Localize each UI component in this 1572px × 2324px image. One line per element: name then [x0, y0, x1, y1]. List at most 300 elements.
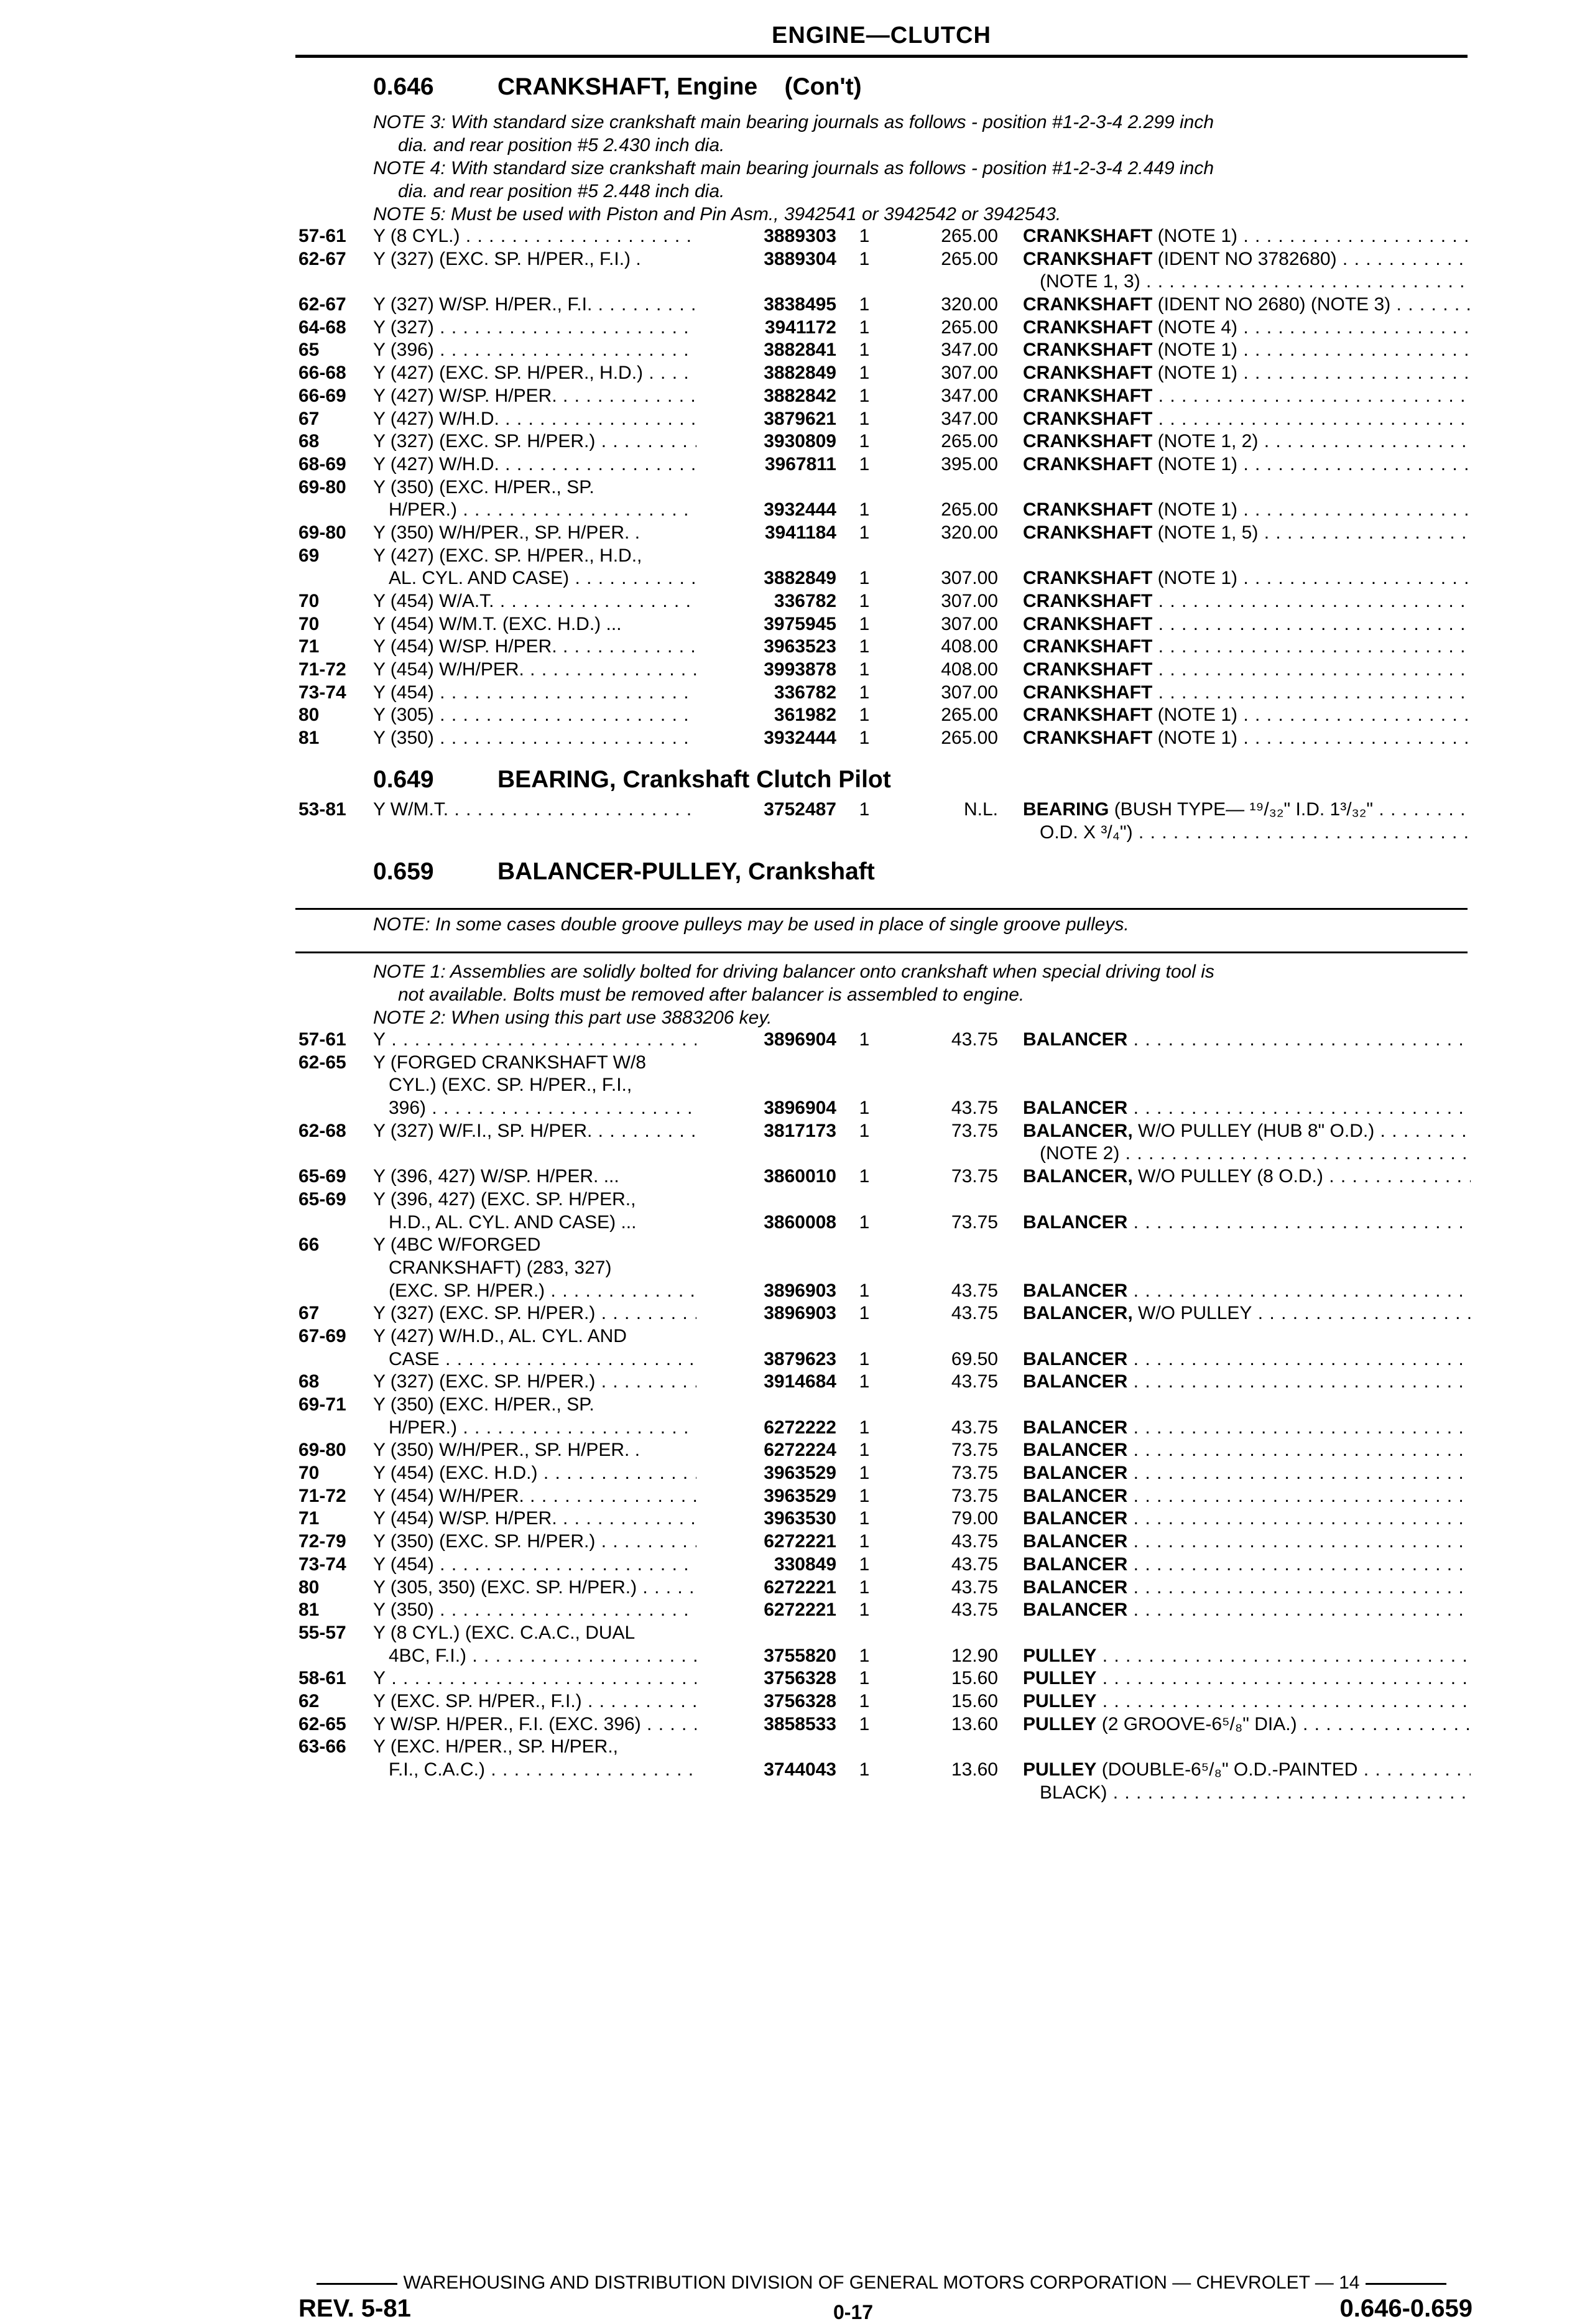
description	[1023, 682, 1471, 705]
part-number: 6272222	[764, 1417, 836, 1438]
table-row	[0, 522, 1572, 545]
model-years: 65-69	[298, 1188, 346, 1210]
application: Y (350) W/H/PER., SP. H/PER. .	[373, 1440, 640, 1461]
part-number: 3896903	[764, 1303, 836, 1324]
table-row	[0, 225, 1572, 248]
application: H.D., AL. CYL. AND CASE) ...	[389, 1211, 637, 1233]
part-note: (NOTE 1)	[1157, 728, 1238, 749]
part-name: CRANKSHAFT	[1023, 499, 1153, 521]
model-years: 57-61	[298, 1029, 346, 1050]
part-number: 3756328	[764, 1668, 836, 1689]
part-number: 3889304	[764, 248, 836, 269]
description	[1023, 1507, 1471, 1530]
application: (EXC. SP. H/PER.) . . .	[389, 1280, 696, 1303]
section-number: 0.659	[373, 858, 434, 885]
application: Y (427) (EXC. SP. H/PER., H.D.) . . .	[373, 362, 696, 385]
note-line: NOTE 5: Must be used with Piston and Pin Asm., 3942541 or 3942542 or 3942543.	[373, 204, 1061, 225]
table-row	[0, 1645, 1572, 1668]
model-years: 80	[298, 705, 320, 726]
quantity: 1	[859, 728, 870, 749]
model-years: 62-67	[298, 294, 346, 315]
quantity: 1	[859, 408, 870, 429]
price: 43.75	[951, 1576, 998, 1598]
part-name: BALANCER	[1023, 1576, 1128, 1598]
price: 307.00	[941, 363, 998, 384]
application: Y (427) W/H.D., AL. CYL. AND	[373, 1325, 627, 1346]
table-row	[0, 271, 1572, 294]
description	[1023, 1120, 1471, 1143]
table-row	[0, 1417, 1572, 1440]
quantity: 1	[859, 1485, 870, 1506]
table-row	[0, 1325, 1572, 1348]
part-name: PULLEY	[1023, 1645, 1097, 1666]
application: CRANKSHAFT) (283, 327)	[389, 1257, 612, 1278]
part-number: 3756328	[764, 1690, 836, 1711]
price: 408.00	[941, 659, 998, 680]
part-name: CRANKSHAFT	[1023, 636, 1153, 657]
price: 307.00	[941, 613, 998, 634]
part-note: (BUSH TYPE— ¹⁹/₃₂" I.D. 1³/₃₂"	[1114, 799, 1374, 820]
note-line: NOTE 2: When using this part use 3883206 key.	[373, 1007, 772, 1028]
description	[1023, 1348, 1471, 1371]
part-note: (NOTE 1)	[1157, 340, 1238, 361]
model-years: 72-79	[298, 1531, 346, 1552]
part-note: (IDENT NO 3782680)	[1157, 248, 1337, 269]
table-row	[0, 636, 1572, 659]
table-row	[0, 1097, 1572, 1120]
quantity: 1	[859, 1280, 870, 1301]
application: Y (427) W/H.D. . . .	[373, 453, 696, 476]
part-note: W/O PULLEY (HUB 8" O.D.)	[1138, 1120, 1375, 1141]
table-row	[0, 453, 1572, 476]
price: 79.00	[951, 1508, 998, 1529]
part-name: BALANCER	[1023, 1553, 1128, 1575]
model-years: 69-80	[298, 476, 346, 498]
crankshaft-notes	[373, 111, 1468, 226]
part-name: CRANKSHAFT	[1023, 363, 1153, 384]
model-years: 62	[298, 1690, 320, 1711]
application: Y (FORGED CRANKSHAFT W/8	[373, 1052, 646, 1073]
quantity: 1	[859, 248, 870, 269]
quantity: 1	[859, 1690, 870, 1711]
quantity: 1	[859, 1120, 870, 1141]
model-years: 66-68	[298, 363, 346, 384]
description	[1023, 1439, 1471, 1462]
description	[1023, 590, 1471, 613]
model-years: 62-65	[298, 1052, 346, 1073]
price: 43.75	[951, 1029, 998, 1050]
price: 43.75	[951, 1371, 998, 1392]
model-years: 62-65	[298, 1713, 346, 1734]
part-name: CRANKSHAFT	[1023, 613, 1153, 634]
table-row	[0, 1257, 1572, 1280]
revision-label: REV. 5-81	[298, 2295, 411, 2322]
part-number: 3858533	[764, 1713, 836, 1734]
description	[1023, 659, 1471, 682]
table-row	[0, 339, 1572, 362]
part-name: BALANCER	[1023, 1280, 1128, 1301]
table-row	[0, 248, 1572, 271]
price: 43.75	[951, 1098, 998, 1119]
model-years: 67	[298, 408, 320, 429]
part-number: 3932444	[764, 728, 836, 749]
part-name: CRANKSHAFT	[1023, 705, 1153, 726]
table-row	[0, 1507, 1572, 1530]
page-footer	[295, 2272, 1468, 2294]
description	[1023, 522, 1471, 545]
quantity: 1	[859, 226, 870, 246]
quantity: 1	[859, 1645, 870, 1666]
description	[1023, 1599, 1471, 1622]
price: 265.00	[941, 728, 998, 749]
table-row	[0, 1074, 1572, 1097]
table-row	[0, 613, 1572, 636]
table-row	[0, 1029, 1572, 1052]
footer-rule	[1366, 2283, 1446, 2285]
part-number: 3967811	[764, 453, 836, 475]
price: 347.00	[941, 340, 998, 361]
part-note: (NOTE 1)	[1157, 705, 1238, 726]
description	[1023, 362, 1471, 385]
quantity: 1	[859, 799, 870, 820]
part-number: 3963523	[764, 636, 836, 657]
part-name: PULLEY	[1023, 1690, 1097, 1711]
application: Y (454) W/H/PER. . . .	[373, 1485, 696, 1508]
model-years: 66	[298, 1234, 320, 1256]
application: CASE . . .	[389, 1348, 696, 1371]
price: 13.60	[951, 1759, 998, 1780]
application: Y (327) (EXC. SP. H/PER.) . . .	[373, 430, 696, 453]
part-name: BALANCER	[1023, 1417, 1128, 1438]
section-range: 0.646-0.659	[1339, 2295, 1473, 2322]
price: 43.75	[951, 1599, 998, 1621]
section-number: 0.646	[373, 73, 434, 100]
model-years: 69-80	[298, 522, 346, 543]
table-row	[0, 1736, 1572, 1759]
part-number: 3860008	[764, 1211, 836, 1233]
section-title-crankshaft	[373, 73, 862, 101]
model-years: 71-72	[298, 659, 346, 680]
table-row	[0, 1052, 1572, 1075]
description	[1023, 799, 1471, 822]
table-row	[0, 1165, 1572, 1188]
footer-division: WAREHOUSING AND DISTRIBUTION DIVISION OF GENERAL MOTORS CORPORATION — CHEVROLET — 14	[403, 2272, 1360, 2293]
part-number: 3941184	[764, 522, 836, 543]
quantity: 1	[859, 1029, 870, 1050]
model-years: 55-57	[298, 1622, 346, 1643]
part-number: 6272224	[764, 1440, 836, 1461]
part-note: O.D. X ³/₄")	[1040, 822, 1133, 843]
model-years: 68	[298, 431, 320, 452]
application: Y (427) W/SP. H/PER. . . .	[373, 385, 696, 408]
table-row	[0, 1530, 1572, 1553]
section-number: 0.649	[373, 766, 434, 793]
note-line: dia. and rear position #5 2.430 inch dia.	[398, 135, 725, 155]
part-name: BALANCER	[1023, 1440, 1128, 1461]
note-line: not available. Bolts must be removed after balancer is assembled to engine.	[398, 984, 1025, 1005]
table-row	[0, 1462, 1572, 1485]
application: Y (305) . . .	[373, 704, 696, 727]
model-years: 71-72	[298, 1485, 346, 1506]
application: Y (396, 427) (EXC. SP. H/PER.,	[373, 1188, 636, 1210]
application: 396) . . .	[389, 1097, 696, 1120]
model-years: 69-71	[298, 1394, 346, 1415]
price: 15.60	[951, 1690, 998, 1711]
model-years: 62-67	[298, 248, 346, 269]
application: Y (427) W/H.D. . . .	[373, 408, 696, 431]
table-row	[0, 1485, 1572, 1508]
quantity: 1	[859, 294, 870, 315]
quantity: 1	[859, 431, 870, 452]
table-row	[0, 1348, 1572, 1371]
description	[1023, 453, 1471, 476]
part-name: BALANCER	[1023, 1098, 1128, 1119]
table-row	[0, 1188, 1572, 1211]
part-name: BALANCER	[1023, 1599, 1128, 1621]
model-years: 58-61	[298, 1668, 346, 1689]
description	[1023, 704, 1471, 727]
description	[1023, 408, 1471, 431]
part-name: CRANKSHAFT	[1023, 294, 1153, 315]
application: Y (4BC W/FORGED	[373, 1234, 541, 1256]
table-row	[0, 1713, 1572, 1736]
quantity: 1	[859, 1599, 870, 1621]
model-years: 71	[298, 1508, 320, 1529]
price: 13.60	[951, 1713, 998, 1734]
price: 43.75	[951, 1417, 998, 1438]
application: Y (396) . . .	[373, 339, 696, 362]
part-name: CRANKSHAFT	[1023, 659, 1153, 680]
table-row	[0, 294, 1572, 317]
part-number: 3860010	[764, 1166, 836, 1187]
table-row	[0, 1782, 1572, 1805]
application: H/PER.) . . .	[389, 1417, 696, 1440]
model-years: 67-69	[298, 1325, 346, 1346]
application: Y (454) W/M.T. (EXC. H.D.) ...	[373, 613, 622, 634]
model-years: 70	[298, 1463, 320, 1484]
description	[1023, 1553, 1471, 1576]
application: Y . . .	[373, 1029, 696, 1052]
price: 73.75	[951, 1211, 998, 1233]
description	[1040, 271, 1471, 294]
application: Y (327) . . .	[373, 317, 696, 340]
part-name: CRANKSHAFT	[1023, 568, 1153, 589]
description	[1023, 727, 1471, 750]
part-note: (DOUBLE-6⁵/₈" O.D.-PAINTED	[1101, 1759, 1358, 1780]
table-row	[0, 1120, 1572, 1143]
note-line: NOTE 1: Assemblies are solidly bolted for driving balancer onto crankshaft when special driving tool is	[373, 961, 1214, 982]
table-row	[0, 1142, 1572, 1165]
description	[1023, 1645, 1471, 1668]
part-number: 3941172	[764, 317, 836, 338]
application: Y (396, 427) W/SP. H/PER. ...	[373, 1166, 619, 1187]
description	[1023, 1029, 1471, 1052]
quantity: 1	[859, 1440, 870, 1461]
part-number: 3963529	[764, 1485, 836, 1506]
part-note: (NOTE 1)	[1157, 568, 1238, 589]
part-name: BALANCER	[1023, 1348, 1128, 1369]
part-name: BALANCER	[1023, 1508, 1128, 1529]
price: 265.00	[941, 317, 998, 338]
table-row	[0, 362, 1572, 385]
part-number: 6272221	[764, 1576, 836, 1598]
quantity: 1	[859, 499, 870, 521]
part-number: 6272221	[764, 1531, 836, 1552]
description	[1023, 1280, 1471, 1303]
model-years: 69	[298, 545, 320, 566]
application: Y (305, 350) (EXC. SP. H/PER.) . . .	[373, 1576, 696, 1599]
part-note: (NOTE 1)	[1157, 226, 1238, 246]
part-name: CRANKSHAFT	[1023, 591, 1153, 611]
part-name: BALANCER	[1023, 1371, 1128, 1392]
bearing-parts-table	[0, 799, 1572, 844]
table-row	[0, 317, 1572, 340]
part-number: 3975945	[764, 613, 836, 634]
application: 4BC, F.I.) . . .	[389, 1645, 696, 1668]
section-name: BALANCER-PULLEY, Crankshaft	[497, 858, 875, 885]
part-name: PULLEY	[1023, 1759, 1097, 1780]
price: 43.75	[951, 1553, 998, 1575]
price: 265.00	[941, 705, 998, 726]
part-name: CRANKSHAFT	[1023, 226, 1153, 246]
price: 43.75	[951, 1303, 998, 1324]
note-line: dia. and rear position #5 2.448 inch dia.	[398, 181, 725, 201]
part-number: 3838495	[764, 294, 836, 315]
price: 347.00	[941, 408, 998, 429]
part-note: (NOTE 4)	[1157, 317, 1238, 338]
part-number: 3879621	[764, 408, 836, 429]
table-row	[0, 1394, 1572, 1417]
part-number: 3752487	[764, 799, 836, 820]
quantity: 1	[859, 682, 870, 703]
quantity: 1	[859, 1417, 870, 1438]
model-years: 67	[298, 1303, 320, 1324]
quantity: 1	[859, 1553, 870, 1575]
quantity: 1	[859, 1531, 870, 1552]
quantity: 1	[859, 1759, 870, 1780]
quantity: 1	[859, 1463, 870, 1484]
part-name: BALANCER,	[1023, 1166, 1133, 1187]
price: 73.75	[951, 1463, 998, 1484]
description	[1023, 1371, 1471, 1394]
application: H/PER.) . . .	[389, 499, 696, 522]
model-years: 81	[298, 728, 320, 749]
model-years: 73-74	[298, 682, 346, 703]
part-name: BALANCER,	[1023, 1303, 1133, 1324]
part-name: CRANKSHAFT	[1023, 682, 1153, 703]
application: Y (327) (EXC. SP. H/PER., F.I.) .	[373, 248, 641, 269]
application: AL. CYL. AND CASE) . . .	[389, 567, 696, 590]
price: 73.75	[951, 1440, 998, 1461]
part-number: 3889303	[764, 226, 836, 246]
part-note: W/O PULLEY	[1138, 1303, 1252, 1324]
description	[1023, 1462, 1471, 1485]
quantity: 1	[859, 453, 870, 475]
part-number: 3896904	[764, 1098, 836, 1119]
quantity: 1	[859, 1098, 870, 1119]
description	[1023, 1690, 1471, 1713]
quantity: 1	[859, 385, 870, 406]
quantity: 1	[859, 1576, 870, 1598]
part-name: BALANCER	[1023, 1485, 1128, 1506]
section-rule	[295, 951, 1468, 953]
part-name: BALANCER	[1023, 1463, 1128, 1484]
part-note: (NOTE 1, 3)	[1040, 271, 1140, 292]
part-number: 3817173	[764, 1120, 836, 1141]
application: Y W/M.T. . . .	[373, 799, 696, 822]
application: Y . . .	[373, 1667, 696, 1690]
description	[1023, 1530, 1471, 1553]
page-header: ENGINE—CLUTCH	[772, 22, 991, 49]
part-number: 3882842	[764, 385, 836, 406]
application: Y (327) W/SP. H/PER., F.I. . . .	[373, 294, 696, 317]
table-row	[0, 499, 1572, 522]
part-name: PULLEY	[1023, 1713, 1097, 1734]
quantity: 1	[859, 317, 870, 338]
application: CYL.) (EXC. SP. H/PER., F.I.,	[389, 1075, 632, 1096]
description	[1023, 317, 1471, 340]
note-line: NOTE 3: With standard size crankshaft main bearing journals as follows - position #1-2-3-4 2.299 inch	[373, 112, 1214, 132]
model-years: 71	[298, 636, 320, 657]
application: Y (350) . . .	[373, 1599, 696, 1622]
part-note: BLACK)	[1040, 1782, 1107, 1803]
balancer-notes	[373, 960, 1468, 1029]
model-years: 81	[298, 1599, 320, 1621]
part-number: 3932444	[764, 499, 836, 521]
price: 69.50	[951, 1348, 998, 1369]
part-number: 3744043	[764, 1759, 836, 1780]
price: 307.00	[941, 682, 998, 703]
application: Y (350) . . .	[373, 727, 696, 750]
application: Y (327) (EXC. SP. H/PER.) . . .	[373, 1371, 696, 1394]
part-name: CRANKSHAFT	[1023, 248, 1153, 269]
part-number: 330849	[774, 1553, 836, 1575]
model-years: 64-68	[298, 317, 346, 338]
application: Y (EXC. SP. H/PER., F.I.) . . .	[373, 1690, 696, 1713]
price: 12.90	[951, 1645, 998, 1666]
part-number: 3896903	[764, 1280, 836, 1301]
table-row	[0, 1599, 1572, 1622]
application: Y (350) (EXC. H/PER., SP.	[373, 476, 594, 498]
quantity: 1	[859, 1166, 870, 1187]
price: 320.00	[941, 522, 998, 543]
part-name: BEARING	[1023, 799, 1109, 820]
price: 73.75	[951, 1120, 998, 1141]
description	[1023, 1097, 1471, 1120]
price: 307.00	[941, 568, 998, 589]
model-years: 68-69	[298, 453, 346, 475]
part-name: CRANKSHAFT	[1023, 408, 1153, 429]
table-row	[0, 1759, 1572, 1782]
quantity: 1	[859, 363, 870, 384]
part-name: CRANKSHAFT	[1023, 431, 1153, 452]
part-note: (NOTE 1, 2)	[1157, 431, 1259, 452]
part-name: BALANCER	[1023, 1211, 1128, 1233]
part-name: CRANKSHAFT	[1023, 522, 1153, 543]
quantity: 1	[859, 636, 870, 657]
part-note: (NOTE 1)	[1157, 453, 1238, 475]
table-row	[0, 590, 1572, 613]
price: 320.00	[941, 294, 998, 315]
model-years: 65	[298, 340, 320, 361]
description	[1023, 499, 1471, 522]
quantity: 1	[859, 1668, 870, 1689]
application: Y (8 CYL.) (EXC. C.A.C., DUAL	[373, 1622, 636, 1643]
section-title-bearing	[373, 766, 891, 794]
quantity: 1	[859, 613, 870, 634]
application: Y (454) W/SP. H/PER. . . .	[373, 1507, 696, 1530]
description	[1040, 822, 1471, 845]
